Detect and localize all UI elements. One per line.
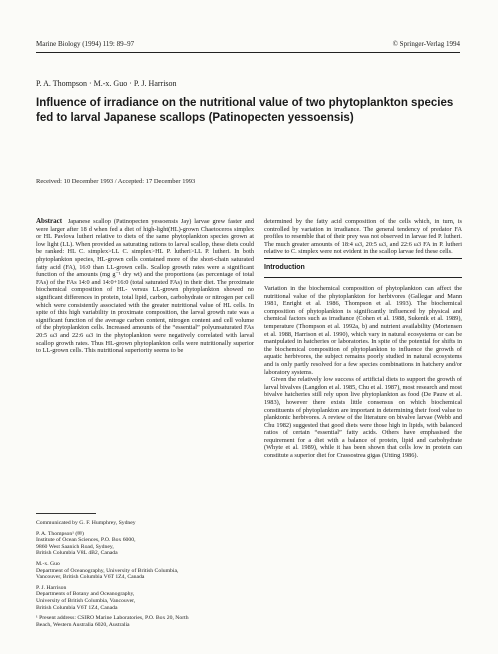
section-rule-top (264, 258, 462, 259)
intro-paragraph-1: Variation in the biochemical composition of phytoplankton can affect the nutritional value of the phytoplankton for herbivores (Gallegar and Mann 1981, Enright et al. 1986, Thompson et al. 1993). The biochemical composition of phytoplankton is significantly influenced by physical and chemical factors such as irradiance (Cohen et al. 1988, Sukenik et al. 1989), temperature (Thompson et al. 1992a, b) and nutrient availability (Mortensen et al. 1988, Harrison et al. 1990), which vary in natural ecosystems or can be manipulated in hatcheries or laboratories. In spite of the potential for shifts in the biochemical composition of phytoplankton to influence the growth of aquatic herbivores, the subject remains poorly studied in natural ecosystems and is only partly resolved for a few species combinations in hatchery and/or laboratory systems. (264, 285, 462, 376)
abstract (36, 218, 254, 355)
abstract-text: Japanese scallop (Patinopecten yessoensis Jay) larvae grew faster and were larger after 18 d when fed a diet of high-light(HL)-grown Chaetoceros simplex or HL Pavlova lutheri relative to diets of the same phytoplankton species grown at low light (LL). When provided as saturating rations to larval scallop, these diets could be ranked: HL C. simplex>LL C. simplex>HL P. lutheri>LL P. lutheri. In both phytoplankton species, HL-grown cells contained more of the short-chain saturated fatty acid (FA), 16:0 than LL-grown cells. Scallop growth rates were a significant function of the amounts (mg g⁻¹ dry wt) and the proportions (as percentage of total FAs) of the FAs 14:0 and 14:0+16:0 (total saturated FAs) in their diet. The proximate biochemical composition of HL- versus LL-grown phytoplankton showed no significant differences in protein, total lipid, carbon, carbohydrate or nitrogen per cell which were consistently associated with the greater nutritional value of HL cells. In spite of this high variability in proximate composition, the larval growth rate was a significant function of the average carbon content, nitrogen content and cell volume of the phytoplankton cells. Increased amounts of the “essential” polyunsaturated FAs 20:5 ω3 and 22:6 ω3 in the phytoplankton were negatively correlated with larval scallop growth rates. Thus HL-grown phytoplankton cells were nutritionally superior to LL-grown cells. This nutritional superiority seems to be (36, 218, 254, 355)
affiliation-3-line: University of British Columbia, Vancouver, (36, 597, 136, 604)
copyright-notice: © Springer-Verlag 1994 (392, 40, 460, 48)
affiliation-3-line: Departments of Botany and Oceanography, (36, 591, 135, 598)
footnote-rule (36, 513, 96, 514)
footnotes (36, 520, 254, 628)
affiliation-2-line: M.-x. Guo (36, 560, 60, 567)
header-rule (36, 52, 460, 53)
abstract-continued (264, 218, 462, 256)
received-dates: Received: 10 December 1993 / Accepted: 17 December 1993 (36, 178, 196, 185)
affiliation-1-line: Institute of Ocean Sciences, P.O. Box 6000, (36, 537, 136, 544)
present-address-line: Beach, Western Australia 6020, Australia (36, 621, 130, 628)
communicated-by: Communicated by G. F. Humphrey, Sydney (36, 520, 136, 526)
journal-citation: Marine Biology (1994) 119: 89–97 (36, 40, 135, 48)
paper-title: Influence of irradiance on the nutritional value of two phytoplankton species fed to larval Japanese scallops (Patinopecten yessoensis) (36, 97, 454, 124)
section-rule-bottom (264, 277, 462, 278)
affiliation-1-line: British Columbia V8L 4B2, Canada (36, 550, 118, 557)
affiliation-1-line: P. A. Thompson¹ (✉) (36, 530, 84, 537)
introduction-heading: Introduction (264, 264, 305, 271)
affiliation-3-line: British Columbia V6T 1Z4, Canada (36, 604, 118, 611)
abstract-continued-text: determined by the fatty acid composition of the cells which, in turn, is controlled by variation in irradiance. The general tendency of predator FA profiles to resemble that of their prey was not observed in larvae fed P. lutheri. The much greater amounts of 18:4 ω3, 20:5 ω3, and 22:6 ω3 FA in P. lutheri relative to C. simplex were not evident in the scallop larvae fed these cells. (264, 218, 462, 256)
abstract-label: Abstract (36, 217, 63, 225)
affiliation-2-line: Vancouver, British Columbia V6T 1Z4, Canada (36, 574, 145, 581)
affiliation-3-line: P. J. Harrison (36, 584, 67, 591)
affiliation-2-line: Department of Oceanography, University of British Columbia, (36, 567, 179, 574)
author-list: P. A. Thompson · M.-x. Guo · P. J. Harrison (36, 79, 177, 88)
present-address-line: ¹ Present address: CSIRO Marine Laboratories, P.O. Box 20, North (36, 615, 189, 622)
intro-paragraph-2: Given the relatively low success of artificial diets to support the growth of larval bivalves (Langdon et al. 1985, Chu et al. 1987), most research and most bivalve hatcheries still rely upon live phytoplankton as food (De Pauw et al. 1983), however there exists little consensus on which biochemical constituents of phytoplankton are important in determining their food value to planktonic herbivores. A review of the literature on bivalve larvae (Webb and Chu 1982) suggested that good diets were those high in lipids, with balanced ratios of certain “essential” fatty acids. Others have emphasised the requirement for a diet with a balance of protein, lipid and carbohydrate (Whyte et al. 1989), while it has been shown that cells low in protein can constitute a superior diet for Crassostrea gigas (Utting 1986). (264, 376, 462, 460)
introduction-body (264, 285, 462, 460)
affiliation-1-line: 9860 West Saanich Road, Sydney, (36, 543, 114, 550)
